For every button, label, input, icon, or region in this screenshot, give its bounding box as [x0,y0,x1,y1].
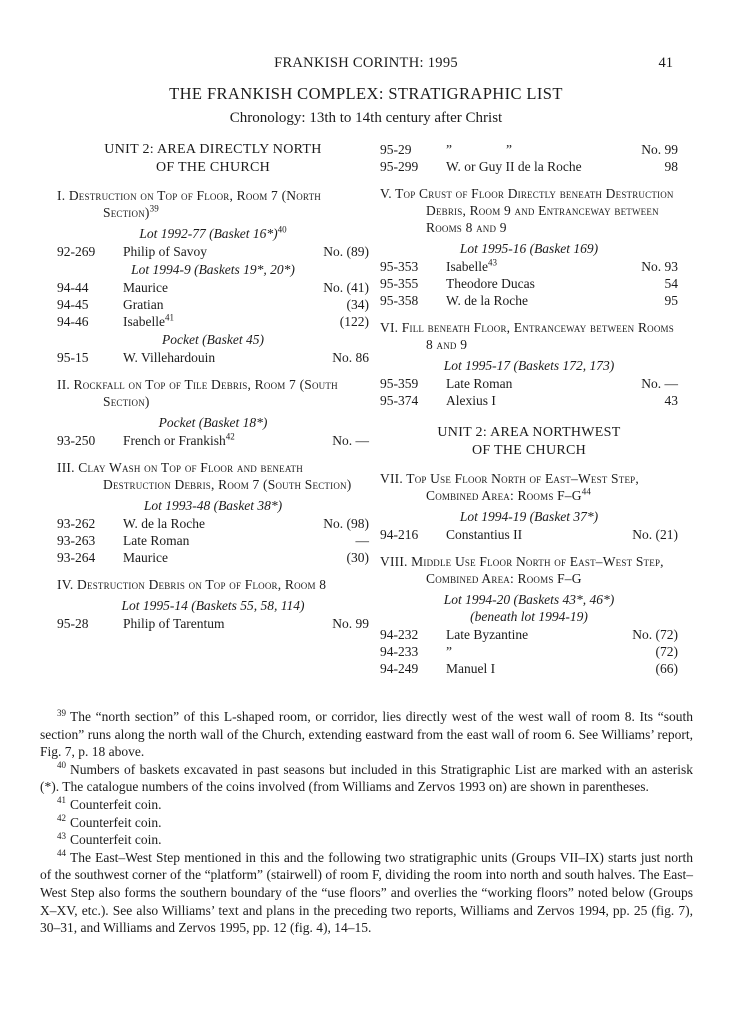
coin-id: 95-374 [380,393,419,408]
coin-catalogue-number: — [355,533,369,548]
coin-ruler [123,349,332,366]
coin-id: 95-28 [57,616,89,631]
coin-id: 94-249 [380,661,419,676]
footnote-text: Counterfeit coin. [70,832,162,848]
running-header-title: FRANKISH CORINTH: 1995 [274,55,458,71]
coin-catalogue-number: 54 [664,276,678,291]
footnote-number: 44 [57,848,66,859]
coin-catalogue-number: No. 86 [332,350,369,365]
section-title: I. Destruction on Top of Floor, Room 7 (North Section) [57,188,321,220]
lot-text-line [380,357,678,374]
lot-text: Lot 1995-16 (Basket 169) [459,241,599,256]
footnote [40,814,693,832]
unit-heading [380,424,678,460]
footnote-number: 43 [57,830,66,841]
coin-ruler [446,141,641,158]
footnote-ref: 41 [164,312,174,323]
coin-entry-row [57,515,369,532]
footnote [40,831,693,849]
section-heading [380,319,678,353]
coin-entry-row [57,279,369,296]
coin-ruler [446,643,656,660]
coin-ruler [123,296,347,313]
coin-ruler [446,392,665,409]
coin-entry-row [57,313,369,330]
coin-id: 95-355 [380,276,419,291]
coin-id: 95-15 [57,350,89,365]
coin-catalogue-number: No. 99 [332,616,369,631]
coin-ruler-name: Theodore Ducas [446,276,535,291]
section-heading [380,185,678,236]
footnote [40,796,693,814]
lot-text: Lot 1994-19 (Basket 37*) [459,509,599,524]
footnote-number: 42 [57,813,66,824]
coin-id: 93-264 [57,550,96,565]
coin-ruler-name: Isabelle [123,314,165,329]
section-heading [57,376,369,410]
lot-line [57,414,369,431]
coin-ruler-name: Late Byzantine [446,627,529,642]
coin-ruler-name: W. de la Roche [446,293,528,308]
lot-line [57,597,369,614]
coin-ruler [123,243,323,260]
coin-catalogue-number: No. (21) [632,527,678,542]
coin-ruler [446,275,665,292]
coin-catalogue-number: No. — [332,433,369,448]
lot-line [380,357,678,374]
running-head [0,55,732,75]
section-title: VIII. Middle Use Floor North of East–West Step, Combined Area: Rooms F–G [380,554,664,586]
coin-catalogue-number: 43 [664,393,678,408]
lot-text-line [57,414,369,431]
page-subtitle: Chronology: 13th to 14th century after Christ [229,110,503,126]
coin-entry-row [380,660,678,677]
left-column [57,141,369,677]
lot-subtext: (beneath lot 1994-19) [470,609,588,624]
coin-ruler-name: Constantius II [446,527,523,542]
coin-ruler-name: Alexius I [446,393,496,408]
coin-ruler [123,532,356,549]
lot-text-line [57,597,369,614]
lot-line [57,261,369,278]
section-heading [380,470,678,504]
coin-ruler-name: Maurice [123,550,168,565]
coin-entry-row [57,296,369,313]
footnote-ref: 42 [225,431,235,442]
lot-line [57,331,369,348]
lot-line [57,225,369,242]
footnote-ref: 43 [487,257,497,268]
footnotes-block [40,708,693,937]
section-heading [380,553,678,587]
footnote-text: Counterfeit coin. [70,796,162,812]
coin-catalogue-number: (122) [339,314,369,329]
page-title: THE FRANKISH COMPLEX: STRATIGRAPHIC LIST [169,84,563,103]
coin-catalogue-number: No. — [641,376,678,391]
coin-id: 94-45 [57,297,89,312]
coin-ruler [123,615,332,632]
footnote-ref: 44 [581,486,592,497]
coin-catalogue-number: (72) [655,644,678,659]
coin-entry-row [380,275,678,292]
coin-catalogue-number: No. 93 [641,259,678,274]
coin-id: 94-232 [380,627,419,642]
coin-ruler [446,526,632,543]
unit-heading-line: UNIT 2: AREA NORTHWEST [437,425,621,440]
section-title: VII. Top Use Floor North of East–West Step, Combined Area: Rooms F–G [380,471,639,503]
coin-entry-row [380,258,678,275]
coin-entry-row [57,349,369,366]
coin-ruler [446,158,665,175]
section-title: III. Clay Wash on Top of Floor and beneath Destruction Debris, Room 7 (South Section) [57,460,352,492]
coin-catalogue-number: No. (72) [632,627,678,642]
coin-catalogue-number: No. 99 [641,142,678,157]
footnote [40,849,693,937]
lot-text: Lot 1995-14 (Baskets 55, 58, 114) [121,598,305,613]
section-heading [57,187,369,221]
coin-entry-row [380,626,678,643]
footnote-ref: 40 [277,224,287,235]
coin-ruler-name: Late Roman [446,376,513,391]
coin-catalogue-number: No. (41) [323,280,369,295]
lot-line [380,508,678,525]
lot-text: Lot 1992-77 (Basket 16*) [139,226,278,241]
coin-catalogue-number: 98 [664,159,678,174]
coin-id: 95-353 [380,259,419,274]
coin-ruler-name: Gratian [123,297,164,312]
coin-ruler-name: Late Roman [123,533,190,548]
coin-ruler-name: ” ” [446,142,512,157]
footnote-text: Counterfeit coin. [70,814,162,830]
right-column [380,141,678,677]
footnote-text: The East–West Step mentioned in this and the following two stratigraphic units (Groups VII–IX) starts just north of the southwest corner of the “platform” (stairwell) of room F, dividing the room into north and south halves. The East–West Step also forms the southern boundary of the “use floors” and overlies the “working floors” noted below (Groups X–XV, etc.). See also Williams’ text and plans in the preceding two reports, Williams and Zervos 1994, pp. 25 (fig. 7), 30–31, and Williams and Zervos 1995, pp. 12 (fig. 4), 14–15. [40,849,693,936]
lot-line [57,497,369,514]
coin-id: 94-46 [57,314,89,329]
lot-text-line [57,331,369,348]
coin-ruler [446,292,665,309]
footnote [40,708,693,761]
coin-entry-row [57,549,369,566]
coin-ruler-name: Philip of Savoy [123,244,208,259]
coin-entry-row [380,526,678,543]
section-title: VI. Fill beneath Floor, Entranceway between Rooms 8 and 9 [380,320,674,352]
unit-heading [57,141,369,177]
lot-text: Lot 1994-9 (Baskets 19*, 20*) [131,262,295,277]
coin-ruler [123,279,323,296]
coin-ruler-name: W. de la Roche [123,516,205,531]
lot-text-line [380,508,678,525]
coin-ruler-name: W. or Guy II de la Roche [446,159,582,174]
coin-ruler [123,313,340,330]
unit-heading-line: UNIT 2: AREA DIRECTLY NORTH [104,142,322,157]
coin-ruler [446,626,632,643]
footnote-ref: 39 [149,203,160,214]
coin-catalogue-number: 95 [664,293,678,308]
lot-text-line [57,261,369,278]
lot-text-line [57,497,369,514]
coin-ruler-name: W. Villehardouin [123,350,216,365]
coin-entry-row [380,643,678,660]
coin-entry-row [57,432,369,449]
coin-ruler [123,515,323,532]
section-heading [57,576,369,593]
lot-text: Lot 1993-48 (Basket 38*) [143,498,283,513]
coin-ruler [446,660,656,677]
coin-id: 93-262 [57,516,96,531]
coin-id: 93-250 [57,433,96,448]
lot-text: Lot 1994-20 (Baskets 43*, 46*) [443,592,615,607]
lot-text: Pocket (Basket 18*) [158,415,268,430]
coin-entry-row [380,158,678,175]
coin-entry-row [380,141,678,158]
coin-ruler-name: Philip of Tarentum [123,616,225,631]
coin-id: 94-233 [380,644,419,659]
coin-entry-row [57,243,369,260]
coin-catalogue-number: (30) [346,550,369,565]
unit-heading-line: OF THE CHURCH [155,160,271,175]
coin-catalogue-number: No. (89) [323,244,369,259]
coin-entry-row [57,532,369,549]
coin-id: 94-216 [380,527,419,542]
coin-entry-row [380,375,678,392]
coin-id: 95-358 [380,293,419,308]
stratigraphic-list [57,141,678,677]
coin-ruler-name: Manuel I [446,661,496,676]
coin-id: 92-269 [57,244,96,259]
footnote-number: 41 [57,795,66,806]
section-heading [57,459,369,493]
section-title: IV. Destruction Debris on Top of Floor, Room 8 [57,577,327,592]
footnote [40,761,693,796]
lot-line [380,591,678,625]
coin-ruler [446,375,641,392]
section-title: II. Rockfall on Top of Tile Debris, Room 7 (South Section) [57,377,338,409]
lot-line [380,240,678,257]
lot-text: Pocket (Basket 45) [162,332,264,347]
coin-ruler-name: French or Frankish [123,433,226,448]
coin-catalogue-number: No. (98) [323,516,369,531]
coin-ruler [446,258,641,275]
coin-ruler-name: ” [446,644,452,659]
lot-text: Lot 1995-17 (Baskets 172, 173) [443,358,615,373]
lot-text-line [380,240,678,257]
lot-text-line [380,591,678,608]
coin-ruler-name: Maurice [123,280,168,295]
lot-text-line [57,225,369,242]
footnote-number: 39 [57,707,66,718]
coin-catalogue-number: (66) [655,661,678,676]
footnote-text: The “north section” of this L-shaped room, or corridor, lies directly west of the west wall of room 8. Its “south section” runs along the north wall of the Church, extending eastward from the east wall of room 6. See Williams’ report, Fig. 7, p. 18 above. [40,709,693,760]
coin-ruler [123,432,332,449]
section-title: V. Top Crust of Floor Directly beneath Destruction Debris, Room 9 and Entranceway between Rooms 8 and 9 [380,186,674,235]
coin-entry-row [380,292,678,309]
coin-ruler-name: Isabelle [446,259,488,274]
coin-ruler [123,549,347,566]
coin-id: 95-359 [380,376,419,391]
page-number: 41 [658,55,673,71]
coin-entry-row [380,392,678,409]
footnote-number: 40 [57,760,66,771]
coin-id: 95-29 [380,142,412,157]
coin-entry-row [57,615,369,632]
unit-heading-line: OF THE CHURCH [471,443,587,458]
coin-catalogue-number: (34) [346,297,369,312]
coin-id: 93-263 [57,533,96,548]
coin-id: 95-299 [380,159,419,174]
coin-id: 94-44 [57,280,89,295]
footnote-text: Numbers of baskets excavated in past seasons but included in this Stratigraphic List are marked with an asterisk (*). The catalogue numbers of the coins involved (from Williams and Zervos 1993 on) are shown in parentheses. [40,761,693,795]
